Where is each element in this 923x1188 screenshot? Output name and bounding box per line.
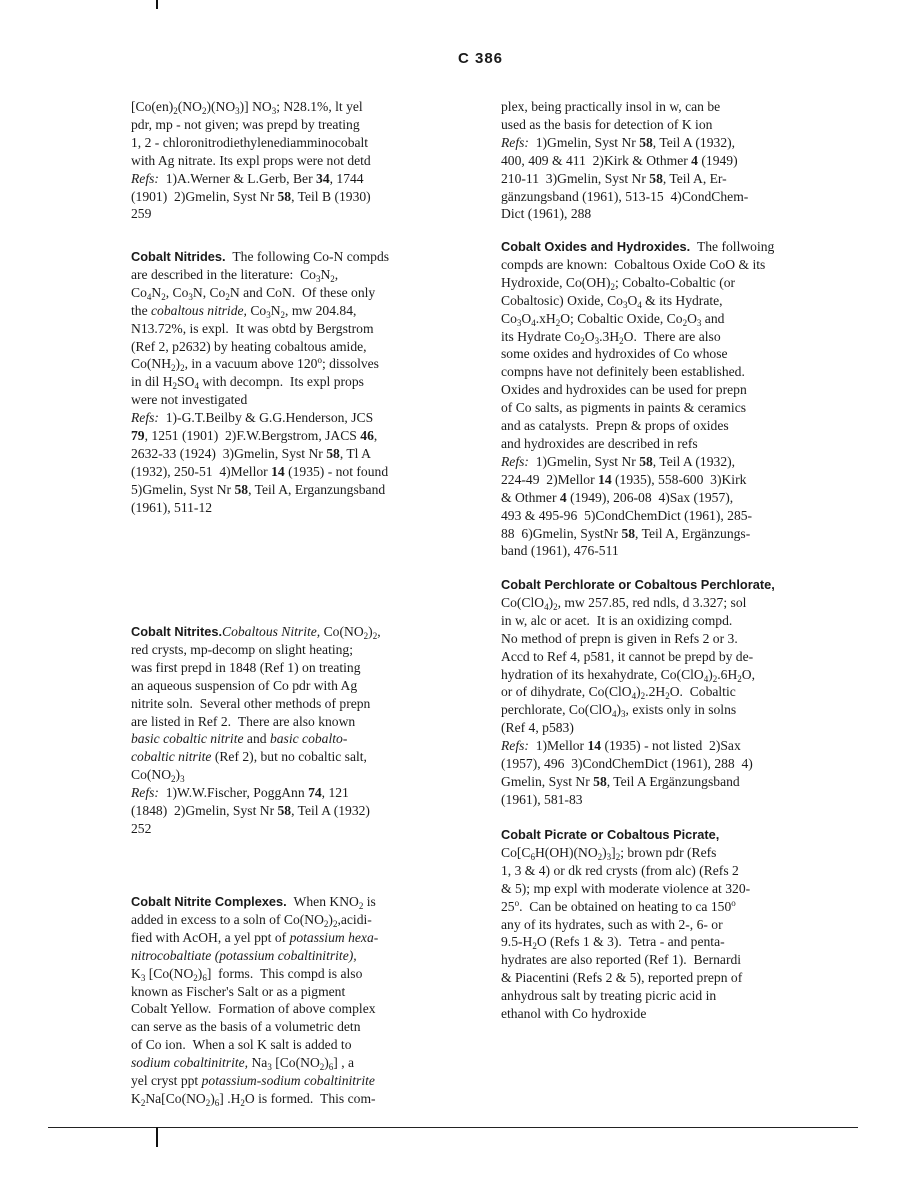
text-line: sodium cobaltinitrite, $Na_3$ $[Co(NO_2)_6]$ , a (131, 1055, 355, 1073)
text-line: of Co ion. When a sol K salt is added to (131, 1037, 352, 1053)
text-line: $Co_4N_2$, $Co_3N$, $Co_2N$ and CoN. Of these only (131, 284, 376, 302)
text-line: and hydroxides are described in refs (501, 435, 698, 451)
text-line: Cobalt Nitrite Complexes. When $KNO_2$ is (131, 894, 376, 911)
text-line: Dict (1961), 288 (501, 206, 592, 222)
text-line: gänzungsband (1961), 513-15 4)CondChem- (501, 188, 749, 204)
text-line: $K_3$ $[Co(NO_2)_6]$ forms. This compd is also (131, 965, 363, 983)
text-line: Cobalt Oxides and Hydroxides. The follwoing (501, 239, 775, 254)
text-line: Oxides and hydroxides can be used for prepn (501, 382, 747, 398)
text-line: 1, 2 - chloronitrodiethylenediamminocobalt (131, 134, 369, 150)
text-line: Hydroxide, $Co(OH)_2$; Cobalto-Cobaltic (or (501, 274, 736, 292)
text-line: & Piacentini (Refs 2 & 5), reported prepn of (501, 970, 743, 986)
text-line: (1848) 2)Gmelin, Syst Nr 58, Teil A (1932) (131, 803, 370, 819)
text-line: & Othmer 4 (1949), 206-08 4)Sax (1957), (501, 489, 734, 505)
text-line: was first prepd in 1848 (Ref 1) on treating (131, 659, 361, 675)
text-line: 210-11 3)Gmelin, Syst Nr 58, Teil A, Er- (501, 170, 727, 186)
text-line: 1, 3 & 4) or dk red crysts (from alc) (Refs 2 (501, 862, 739, 878)
text-line: Cobalt Nitrites.Cobaltous Nitrite, $Co(NO_2)_2$, (131, 624, 381, 641)
text-line: yel cryst ppt potassium-sodium cobaltinitrite (131, 1073, 375, 1089)
text-line: plex, being practically insol in w, can be (501, 99, 721, 114)
top-margin-tick (156, 0, 158, 9)
text-line: 252 (131, 820, 152, 836)
text-line: Cobalt Yellow. Formation of above complex (131, 1001, 376, 1017)
text-line: nitrite soln. Several other methods of prepn (131, 695, 371, 711)
text-line: hydration of its hexahydrate, $Co(ClO_4)_2.6H_2O$, (501, 666, 755, 684)
text-line: Refs: 1)A.Werner & L.Gerb, Ber 34, 1744 (131, 170, 364, 186)
text-line: 2632-33 (1924) 3)Gmelin, Syst Nr 58, Tl A (131, 445, 371, 461)
text-line: are listed in Ref 2. There are also known (131, 713, 356, 729)
text-line: or of dihydrate, $Co(ClO_4)_2.2H_2O$. Cobaltic (501, 684, 736, 702)
text-line: in w, alc or acet. It is an oxidizing compd. (501, 612, 733, 628)
text-line: fied with AcOH, a yel ppt of potassium hexa- (131, 929, 379, 945)
text-line: 79, 1251 (1901) 2)F.W.Bergstrom, JACS 46, (131, 428, 378, 444)
text-line: with Ag nitrate. Its expl props were not detd (131, 152, 371, 168)
text-line: No method of prepn is given in Refs 2 or 3. (501, 630, 738, 646)
text-line: $9.5-H_2O$ (Refs 1 & 3). Tetra - and penta- (501, 934, 725, 952)
text-line: $Co(ClO_4)_2$, mw 257.85, red ndls, d 3.327; sol (501, 594, 747, 612)
text-line: red crysts, mp-decomp on slight heating; (131, 641, 353, 657)
text-line: $Co[C_6H(OH)(NO_2)_3]_2$; brown pdr (Refs (501, 844, 717, 862)
text-line: can serve as the basis of a volumetric detn (131, 1019, 361, 1035)
text-line: Refs: 1)Mellor 14 (1935) - not listed 2)Sax (501, 738, 741, 754)
text-line: are described in the literature: $Co_3N_2$, (131, 266, 339, 284)
text-line: an aqueous suspension of Co pdr with Ag (131, 677, 358, 693)
text-line: Refs: 1)W.W.Fischer, PoggAnn 74, 121 (131, 785, 349, 801)
text-line: any of its hydrates, such as with 2-, 6- or (501, 916, 723, 932)
entry-cobalt-nitrites (131, 623, 381, 838)
text-line: 493 & 495-96 5)CondChemDict (1961), 285- (501, 507, 753, 523)
text-line: hydrates are also reported (Ref 1). Bernardi (501, 952, 742, 968)
text-line: nitrocobaltiate (potassium cobaltinitrite), (131, 947, 357, 963)
text-line: (1901) 2)Gmelin, Syst Nr 58, Teil B (1930) (131, 188, 371, 204)
bottom-margin-tick (156, 1127, 158, 1147)
text-line: ethanol with Co hydroxide (501, 1006, 647, 1022)
text-line: pdr, mp - not given; was prepd by treating (131, 116, 360, 132)
text-line: Accd to Ref 4, p581, it cannot be prepd by de- (501, 648, 754, 664)
text-line: 224-49 2)Mellor 14 (1935), 558-600 3)Kirk (501, 471, 747, 487)
text-line: 5)Gmelin, Syst Nr 58, Teil A, Erganzungsband (131, 481, 386, 497)
text-line: (1957), 496 3)CondChemDict (1961), 288 4) (501, 756, 753, 772)
text-line: the cobaltous nitride, $Co_3N_2$, mw 204.84, (131, 302, 357, 320)
bottom-rule (48, 1127, 858, 1128)
text-line: $[Co(en)_2(NO_2)(NO_3)]$ $NO_3$; N28.1%, lt yel (131, 99, 363, 116)
text-line: and as catalysts. Prepn & props of oxides (501, 418, 729, 434)
text-line: basic cobaltic nitrite and basic cobalto- (131, 731, 348, 747)
text-line: compds are known: Cobaltous Oxide CoO & its (501, 256, 766, 272)
text-line: used as the basis for detection of K ion (501, 116, 713, 132)
text-line: 259 (131, 206, 152, 222)
text-line: of Co salts, as pigments in paints & ceramics (501, 400, 747, 416)
text-line: (Ref 4, p583) (501, 720, 574, 736)
text-line: 25$^o$. Can be obtained on heating to ca 150$^o$ (501, 897, 736, 914)
text-line: Cobaltosic) Oxide, $Co_3O_4$ & its Hydrate, (501, 292, 723, 310)
entry-co-en-nitro (131, 98, 371, 223)
text-line: (1932), 250-51 4)Mellor 14 (1935) - not found (131, 463, 389, 479)
text-line: (1961), 581-83 (501, 791, 583, 807)
text-line: its Hydrate $Co_2O_3.3H_2O$. There are also (501, 328, 721, 346)
text-line: perchlorate, $Co(ClO_4)_3$, exists only in solns (501, 702, 737, 720)
text-line: added in excess to a soln of $Co(NO_2)_2,acidi-$ (131, 911, 372, 929)
entry-cobalt-nitrite-complexes (131, 893, 378, 1108)
text-line: compns have not definitely been established. (501, 364, 745, 380)
text-line: $Co(NH_2)_2$, in a vacuum above 120$^o$; dissolves (131, 355, 379, 374)
text-line: $K_2Na[Co(NO_2)_6]$ $.H_2O$ is formed. This com- (131, 1090, 376, 1108)
entry-cobalt-nitrides (131, 248, 389, 517)
entry-cobalt-oxides (501, 238, 774, 560)
text-line: cobaltic nitrite (Ref 2), but no cobaltic salt, (131, 749, 367, 765)
text-line: in dil $H_2SO_4$ with decompn. Its expl props (131, 374, 364, 392)
text-line: (Ref 2, p2632) by heating cobaltous amide, (131, 338, 367, 354)
text-line: 88 6)Gmelin, SystNr 58, Teil A, Ergänzungs- (501, 525, 751, 541)
text-line: Refs: 1)Gmelin, Syst Nr 58, Teil A (1932), (501, 453, 736, 469)
page-number: C 386 (458, 50, 504, 67)
text-line: N13.72%, is expl. It was obtd by Bergstrom (131, 320, 374, 336)
text-line: some oxides and hydroxides of Co whose (501, 346, 728, 362)
text-line: Cobalt Picrate or Cobaltous Picrate, (501, 827, 720, 842)
text-line: & 5); mp expl with moderate violence at 320- (501, 880, 751, 896)
text-line: Refs: 1)-G.T.Beilby & G.G.Henderson, JCS (131, 410, 374, 426)
text-line: band (1961), 476-511 (501, 543, 619, 559)
text-line: 400, 409 & 411 2)Kirk & Othmer 4 (1949) (501, 152, 738, 168)
text-line: (1961), 511-12 (131, 499, 213, 515)
text-line: $Co(NO_2)_3$ (131, 767, 185, 785)
entry-cobalt-picrate (501, 826, 750, 1023)
entry-cobalt-perchlorate (501, 576, 775, 809)
text-line: Cobalt Nitrides. The following Co-N compds (131, 249, 390, 264)
text-line: $Co_3O_4.xH_2O$; Cobaltic Oxide, $Co_2O_3$ and (501, 310, 725, 328)
text-line: known as Fischer's Salt or as a pigment (131, 983, 346, 999)
text-line: Gmelin, Syst Nr 58, Teil A Ergänzungsband (501, 773, 740, 789)
text-line: Cobalt Perchlorate or Cobaltous Perchlorate, (501, 577, 775, 592)
text-line: Refs: 1)Gmelin, Syst Nr 58, Teil A (1932), (501, 134, 736, 150)
text-line: were not investigated (131, 392, 248, 408)
text-line: anhydrous salt by treating picric acid in (501, 988, 717, 1004)
entry-nitrite-complexes-cont (501, 98, 748, 223)
